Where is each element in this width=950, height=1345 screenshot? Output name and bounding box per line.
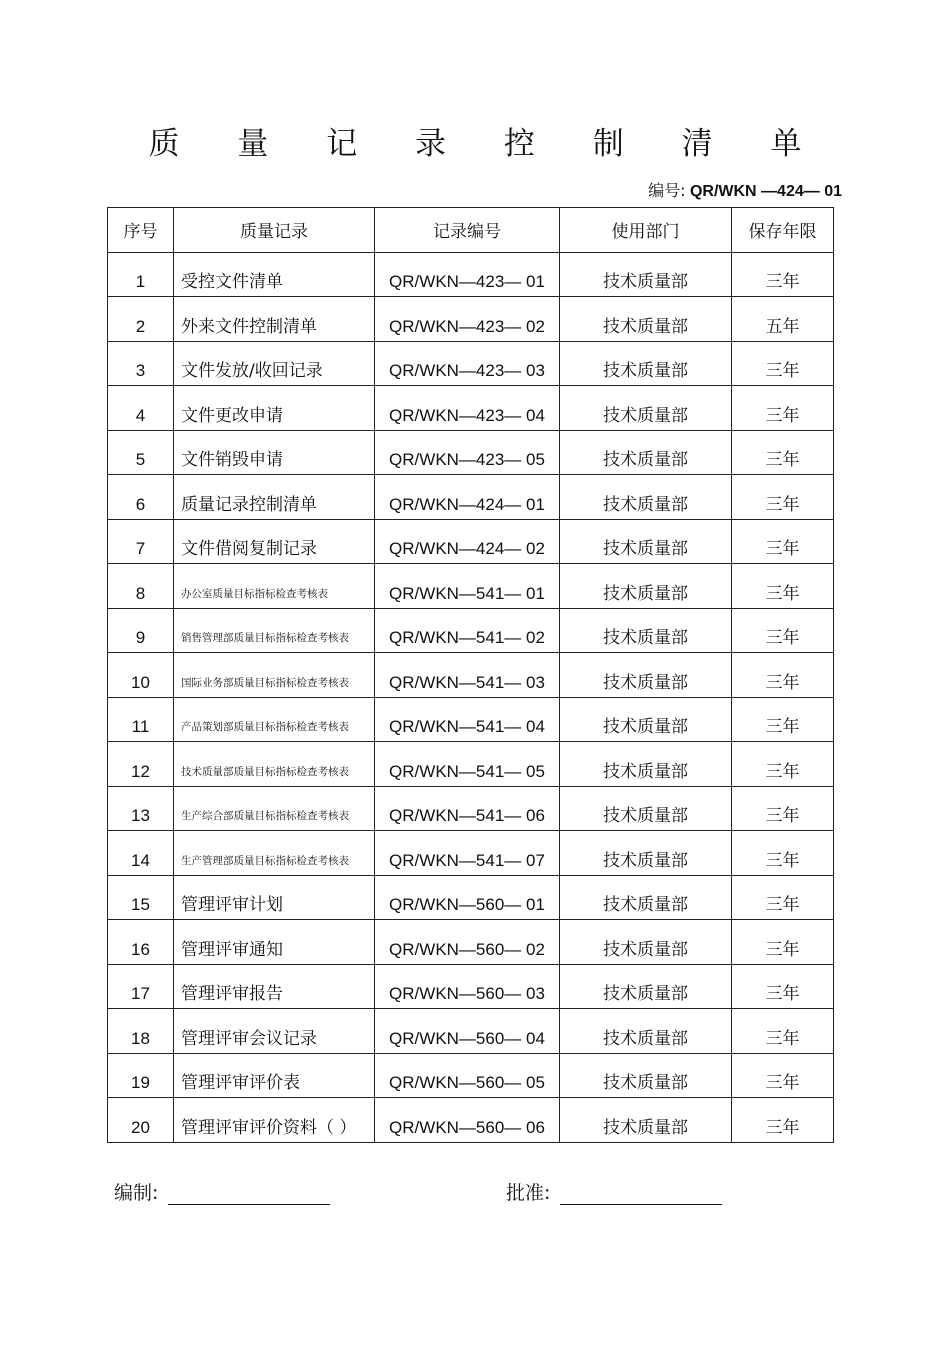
cell-retention: 三年: [732, 831, 834, 876]
cell-no: 3: [108, 341, 174, 386]
document-number: [648, 178, 842, 201]
cell-department: 技术质量部: [560, 386, 732, 431]
table-row: [108, 653, 834, 698]
table-row: [108, 831, 834, 876]
cell-record-name: 技术质量部质量目标指标检查考核表: [174, 742, 375, 787]
cell-record-name: 生产综合部质量目标指标检查考核表: [174, 786, 375, 831]
cell-retention: 三年: [732, 653, 834, 698]
table-row: [108, 519, 834, 564]
cell-department: 技术质量部: [560, 341, 732, 386]
cell-department: 技术质量部: [560, 786, 732, 831]
table-row: [108, 697, 834, 742]
cell-department: 技术质量部: [560, 519, 732, 564]
cell-retention: 三年: [732, 430, 834, 475]
cell-retention: 三年: [732, 1053, 834, 1098]
cell-department: 技术质量部: [560, 1098, 732, 1143]
cell-department: 技术质量部: [560, 831, 732, 876]
cell-record-code: QR/WKN—423— 05: [375, 430, 560, 475]
cell-no: 2: [108, 297, 174, 342]
cell-no: 19: [108, 1053, 174, 1098]
cell-department: 技术质量部: [560, 697, 732, 742]
cell-record-code: QR/WKN—560— 02: [375, 920, 560, 965]
cell-record-name: 受控文件清单: [174, 252, 375, 297]
cell-no: 10: [108, 653, 174, 698]
cell-department: 技术质量部: [560, 920, 732, 965]
cell-retention: 三年: [732, 786, 834, 831]
header-no: 序号: [108, 208, 174, 253]
cell-record-code: QR/WKN—541— 01: [375, 564, 560, 609]
cell-department: 技术质量部: [560, 608, 732, 653]
cell-record-code: QR/WKN—423— 04: [375, 386, 560, 431]
cell-no: 13: [108, 786, 174, 831]
cell-record-code: QR/WKN—560— 04: [375, 1009, 560, 1054]
table-row: [108, 875, 834, 920]
table-row: [108, 1009, 834, 1054]
cell-no: 8: [108, 564, 174, 609]
document-number-label: 编号:: [648, 181, 686, 200]
cell-no: 18: [108, 1009, 174, 1054]
cell-record-name: 管理评审通知: [174, 920, 375, 965]
table-row: [108, 608, 834, 653]
header-record: 质量记录: [174, 208, 375, 253]
cell-record-name: 生产管理部质量目标指标检查考核表: [174, 831, 375, 876]
cell-department: 技术质量部: [560, 742, 732, 787]
cell-record-name: 文件发放/收回记录: [174, 341, 375, 386]
approved-by: [506, 1178, 722, 1205]
table-row: [108, 1053, 834, 1098]
cell-no: 1: [108, 252, 174, 297]
cell-department: 技术质量部: [560, 1053, 732, 1098]
cell-record-name: 产品策划部质量目标指标检查考核表: [174, 697, 375, 742]
cell-record-code: QR/WKN—541— 03: [375, 653, 560, 698]
cell-retention: 三年: [732, 742, 834, 787]
cell-record-code: QR/WKN—424— 02: [375, 519, 560, 564]
table-row: [108, 252, 834, 297]
cell-no: 16: [108, 920, 174, 965]
prepared-by-label: 编制:: [114, 1182, 159, 1204]
cell-retention: 三年: [732, 608, 834, 653]
cell-record-name: 文件借阅复制记录: [174, 519, 375, 564]
cell-retention: 三年: [732, 386, 834, 431]
cell-retention: 三年: [732, 475, 834, 520]
cell-no: 5: [108, 430, 174, 475]
header-retention: 保存年限: [732, 208, 834, 253]
cell-department: 技术质量部: [560, 564, 732, 609]
cell-department: 技术质量部: [560, 430, 732, 475]
cell-record-name: 管理评审会议记录: [174, 1009, 375, 1054]
cell-record-name: 管理评审报告: [174, 964, 375, 1009]
cell-department: 技术质量部: [560, 1009, 732, 1054]
cell-record-name: 办公室质量目标指标检查考核表: [174, 564, 375, 609]
cell-department: 技术质量部: [560, 297, 732, 342]
cell-record-name: 国际业务部质量目标指标检查考核表: [174, 653, 375, 698]
cell-record-name: 管理评审计划: [174, 875, 375, 920]
cell-record-code: QR/WKN—423— 02: [375, 297, 560, 342]
cell-record-code: QR/WKN—560— 06: [375, 1098, 560, 1143]
cell-department: 技术质量部: [560, 875, 732, 920]
table-row: [108, 430, 834, 475]
cell-no: 4: [108, 386, 174, 431]
cell-department: 技术质量部: [560, 964, 732, 1009]
cell-retention: 三年: [732, 252, 834, 297]
cell-retention: 三年: [732, 519, 834, 564]
cell-no: 9: [108, 608, 174, 653]
table-row: [108, 386, 834, 431]
table-header-row: [108, 208, 834, 253]
table-row: [108, 742, 834, 787]
cell-record-name: 文件更改申请: [174, 386, 375, 431]
cell-retention: 三年: [732, 920, 834, 965]
table-row: [108, 1098, 834, 1143]
table-row: [108, 564, 834, 609]
table-row: [108, 341, 834, 386]
cell-no: 6: [108, 475, 174, 520]
table-row: [108, 297, 834, 342]
cell-retention: 三年: [732, 1098, 834, 1143]
table-row: [108, 964, 834, 1009]
prepared-by-signature-line[interactable]: [168, 1185, 330, 1205]
cell-record-name: 质量记录控制清单: [174, 475, 375, 520]
header-dept: 使用部门: [560, 208, 732, 253]
cell-record-code: QR/WKN—541— 05: [375, 742, 560, 787]
cell-record-code: QR/WKN—541— 04: [375, 697, 560, 742]
cell-record-code: QR/WKN—423— 01: [375, 252, 560, 297]
cell-record-code: QR/WKN—423— 03: [375, 341, 560, 386]
cell-no: 14: [108, 831, 174, 876]
cell-record-code: QR/WKN—541— 06: [375, 786, 560, 831]
cell-no: 12: [108, 742, 174, 787]
cell-retention: 三年: [732, 964, 834, 1009]
approved-by-label: 批准:: [506, 1182, 551, 1204]
quality-record-table: [107, 207, 834, 1143]
cell-record-name: 管理评审评价资料（ ）: [174, 1098, 375, 1143]
cell-record-code: QR/WKN—541— 07: [375, 831, 560, 876]
table-row: [108, 920, 834, 965]
cell-department: 技术质量部: [560, 653, 732, 698]
cell-record-name: 销售管理部质量目标指标检查考核表: [174, 608, 375, 653]
cell-record-name: 外来文件控制清单: [174, 297, 375, 342]
cell-department: 技术质量部: [560, 252, 732, 297]
cell-record-code: QR/WKN—424— 01: [375, 475, 560, 520]
document-number-value: QR/WKN —424— 01: [689, 183, 842, 200]
cell-record-name: 管理评审评价表: [174, 1053, 375, 1098]
cell-record-name: 文件销毁申请: [174, 430, 375, 475]
table-row: [108, 475, 834, 520]
cell-retention: 三年: [732, 1009, 834, 1054]
table-row: [108, 786, 834, 831]
cell-record-code: QR/WKN—560— 03: [375, 964, 560, 1009]
cell-no: 7: [108, 519, 174, 564]
cell-record-code: QR/WKN—560— 01: [375, 875, 560, 920]
cell-retention: 三年: [732, 875, 834, 920]
cell-no: 15: [108, 875, 174, 920]
cell-retention: 三年: [732, 341, 834, 386]
table-body: [108, 252, 834, 1142]
approved-by-signature-line[interactable]: [560, 1185, 722, 1205]
cell-no: 11: [108, 697, 174, 742]
cell-no: 20: [108, 1098, 174, 1143]
cell-no: 17: [108, 964, 174, 1009]
cell-retention: 五年: [732, 297, 834, 342]
header-code: 记录编号: [375, 208, 560, 253]
cell-record-code: QR/WKN—541— 02: [375, 608, 560, 653]
cell-record-code: QR/WKN—560— 05: [375, 1053, 560, 1098]
prepared-by: [114, 1178, 330, 1205]
cell-retention: 三年: [732, 564, 834, 609]
cell-retention: 三年: [732, 697, 834, 742]
page-title: 质 量 记 录 控 制 清 单: [148, 126, 826, 162]
cell-department: 技术质量部: [560, 475, 732, 520]
